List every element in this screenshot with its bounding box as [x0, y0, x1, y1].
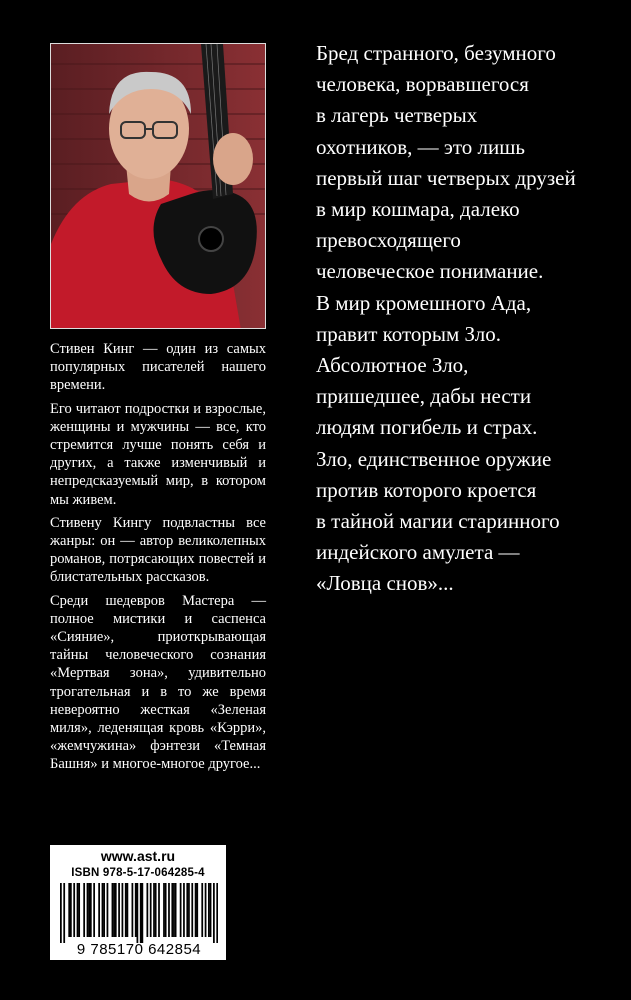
blurb-line: в лагерь четверых — [316, 103, 478, 128]
blurb-line: «Ловца снов»... — [316, 571, 454, 596]
blurb-line: человека, ворвавшегося — [316, 72, 529, 97]
blurb-line: правит которым Зло. — [316, 321, 502, 346]
bio-paragraph: Стивен Кинг — один из самых популярных писателей нашего времени. — [50, 341, 266, 394]
blurb-line: Абсолютное Зло, — [316, 353, 469, 378]
barcode-number: 9 785170 642854 — [76, 941, 202, 958]
blurb-line: индейского амулета — — [316, 540, 520, 565]
publisher-url: www.ast.ru — [100, 848, 176, 864]
blurb-line: против которого кроется — [316, 477, 537, 502]
blurb-line: первый шаг четверых друзей — [316, 165, 576, 190]
blurb-line: в мир кошмара, далеко — [316, 197, 520, 222]
barcode-bars — [60, 883, 218, 943]
blurb-line: в тайной магии старинного — [316, 509, 560, 534]
bio-paragraph: Среди шедевров Мастера — полное мистики и саспенса «Сияние», приоткрывающая тайны человеческого сознания «Мертвая зона», удивительно трогательная и в то же время невероятно жесткая «Зеленая миля», леденящая кровь «Кэрри», «жемчужина» фэнтези «Темная Башня» и многое-многое другое... — [50, 592, 266, 773]
isbn-label: ISBN 978-5-17-064285-4 — [71, 867, 205, 879]
blurb-line: пришедшее, дабы нести — [316, 384, 532, 409]
blurb-line: Зло, единственное оружие — [316, 446, 552, 471]
blurb-line: человеческое понимание. — [316, 259, 544, 284]
author-bio — [50, 340, 266, 779]
blurb-line: охотников, — это лишь — [316, 134, 525, 159]
barcode-panel — [50, 845, 226, 960]
author-photo — [50, 43, 266, 329]
bio-paragraph: Его читают подростки и взрослые, женщины и мужчины — все, кто стремится лучше понять себя и других, а также изменчивый и непредсказуемый мир, в котором мы живем. — [50, 400, 266, 508]
blurb-line: Бред странного, безумного — [316, 41, 556, 65]
blurb-line: В мир кромешного Ада, — [316, 290, 532, 315]
blurb-line: превосходящего — [316, 228, 461, 253]
bio-paragraph: Стивену Кингу подвластны все жанры: он — автор великолепных романов, потрясающих повестей и блистательных рассказов. — [50, 514, 266, 586]
blurb-line: людям погибель и страх. — [316, 415, 538, 440]
book-blurb — [316, 38, 616, 600]
